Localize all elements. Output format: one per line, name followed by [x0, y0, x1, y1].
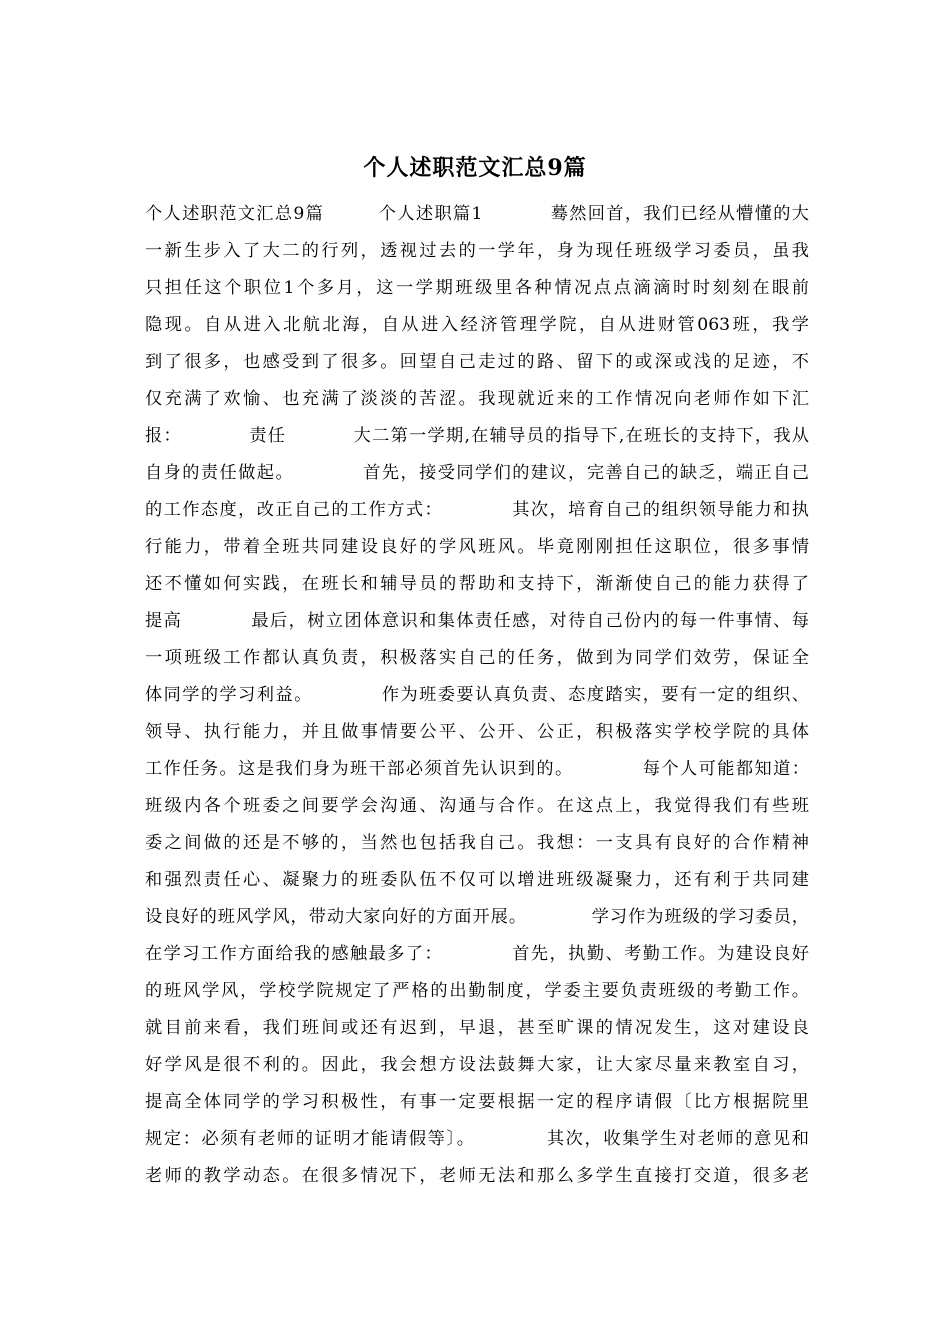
- text-line: 老师的教学动态。在很多情况下，老师无法和那么多学生直接打交道，很多老: [145, 1166, 809, 1186]
- text-line: 仅充满了欢愉、也充满了淡淡的苦涩。我现就近来的工作情况向老师作如下汇: [145, 389, 809, 409]
- text-line: 领导、执行能力，并且做事情要公平、公开、公正，积极落实学校学院的具体: [145, 722, 809, 742]
- text-line: 好学风是很不利的。因此，我会想方设法鼓舞大家，让大家尽量来教室自习，: [145, 1055, 809, 1075]
- text-line: 体同学的学习利益。 作为班委要认真负责、态度踏实，要有一定的组织、: [145, 685, 809, 705]
- text-line: 自身的责任做起。 首先，接受同学们的建议，完善自己的缺乏，端正自己: [145, 463, 809, 483]
- text-line: 还不懂如何实践，在班长和辅导员的帮助和支持下，渐渐使自己的能力获得了: [145, 574, 809, 594]
- text-line: 行能力，带着全班共同建设良好的学风班风。毕竟刚刚担任这职位，很多事情: [145, 537, 809, 557]
- text-line: 隐现。自从进入北航北海，自从进入经济管理学院，自从进财管063班，我学: [145, 315, 809, 335]
- text-line: 报： 责任 大二第一学期,在辅导员的指导下,在班长的支持下，我从: [145, 426, 809, 446]
- text-line: 到了很多，也感受到了很多。回望自己走过的路、留下的或深或浅的足迹，不: [145, 352, 809, 372]
- text-line: 只担任这个职位1个多月，这一学期班级里各种情况点点滴滴时时刻刻在眼前: [145, 278, 809, 298]
- text-line: 提高全体同学的学习积极性，有事一定要根据一定的程序请假〔比方根据院里: [145, 1092, 809, 1112]
- text-line: 一项班级工作都认真负责，积极落实自己的任务，做到为同学们效劳，保证全: [145, 648, 809, 668]
- text-line: 个人述职范文汇总9篇 个人述职篇1 蓦然回首，我们已经从懵懂的大: [145, 204, 809, 224]
- text-line: 设良好的班风学风，带动大家向好的方面开展。 学习作为班级的学习委员，: [145, 907, 809, 927]
- text-line: 和强烈责任心、凝聚力的班委队伍不仅可以增进班级凝聚力，还有利于共同建: [145, 870, 809, 890]
- text-line: 委之间做的还是不够的，当然也包括我自己。我想：一支具有良好的合作精神: [145, 833, 809, 853]
- text-line: 工作任务。这是我们身为班干部必须首先认识到的。 每个人可能都知道：: [145, 759, 809, 779]
- text-line: 规定：必须有老师的证明才能请假等〕。 其次，收集学生对老师的意见和: [145, 1129, 809, 1149]
- text-line: 班级内各个班委之间要学会沟通、沟通与合作。在这点上，我觉得我们有些班: [145, 796, 809, 816]
- text-line: 的班风学风，学校学院规定了严格的出勤制度，学委主要负责班级的考勤工作。: [145, 981, 809, 1001]
- text-line: 的工作态度，改正自己的工作方式： 其次，培育自己的组织领导能力和执: [145, 500, 809, 520]
- document-body: [145, 196, 809, 1195]
- document-title: 个人述职范文汇总9篇: [363, 155, 587, 181]
- text-line: 一新生步入了大二的行列，透视过去的一学年，身为现任班级学习委员，虽我: [145, 241, 809, 261]
- text-line: 就目前来看，我们班间或还有迟到，早退，甚至旷课的情况发生，这对建设良: [145, 1018, 809, 1038]
- text-line: 在学习工作方面给我的感触最多了： 首先，执勤、考勤工作。为建设良好: [145, 944, 809, 964]
- text-line: 提高 最后，树立团体意识和集体责任感，对待自己份内的每一件事情、每: [145, 611, 809, 631]
